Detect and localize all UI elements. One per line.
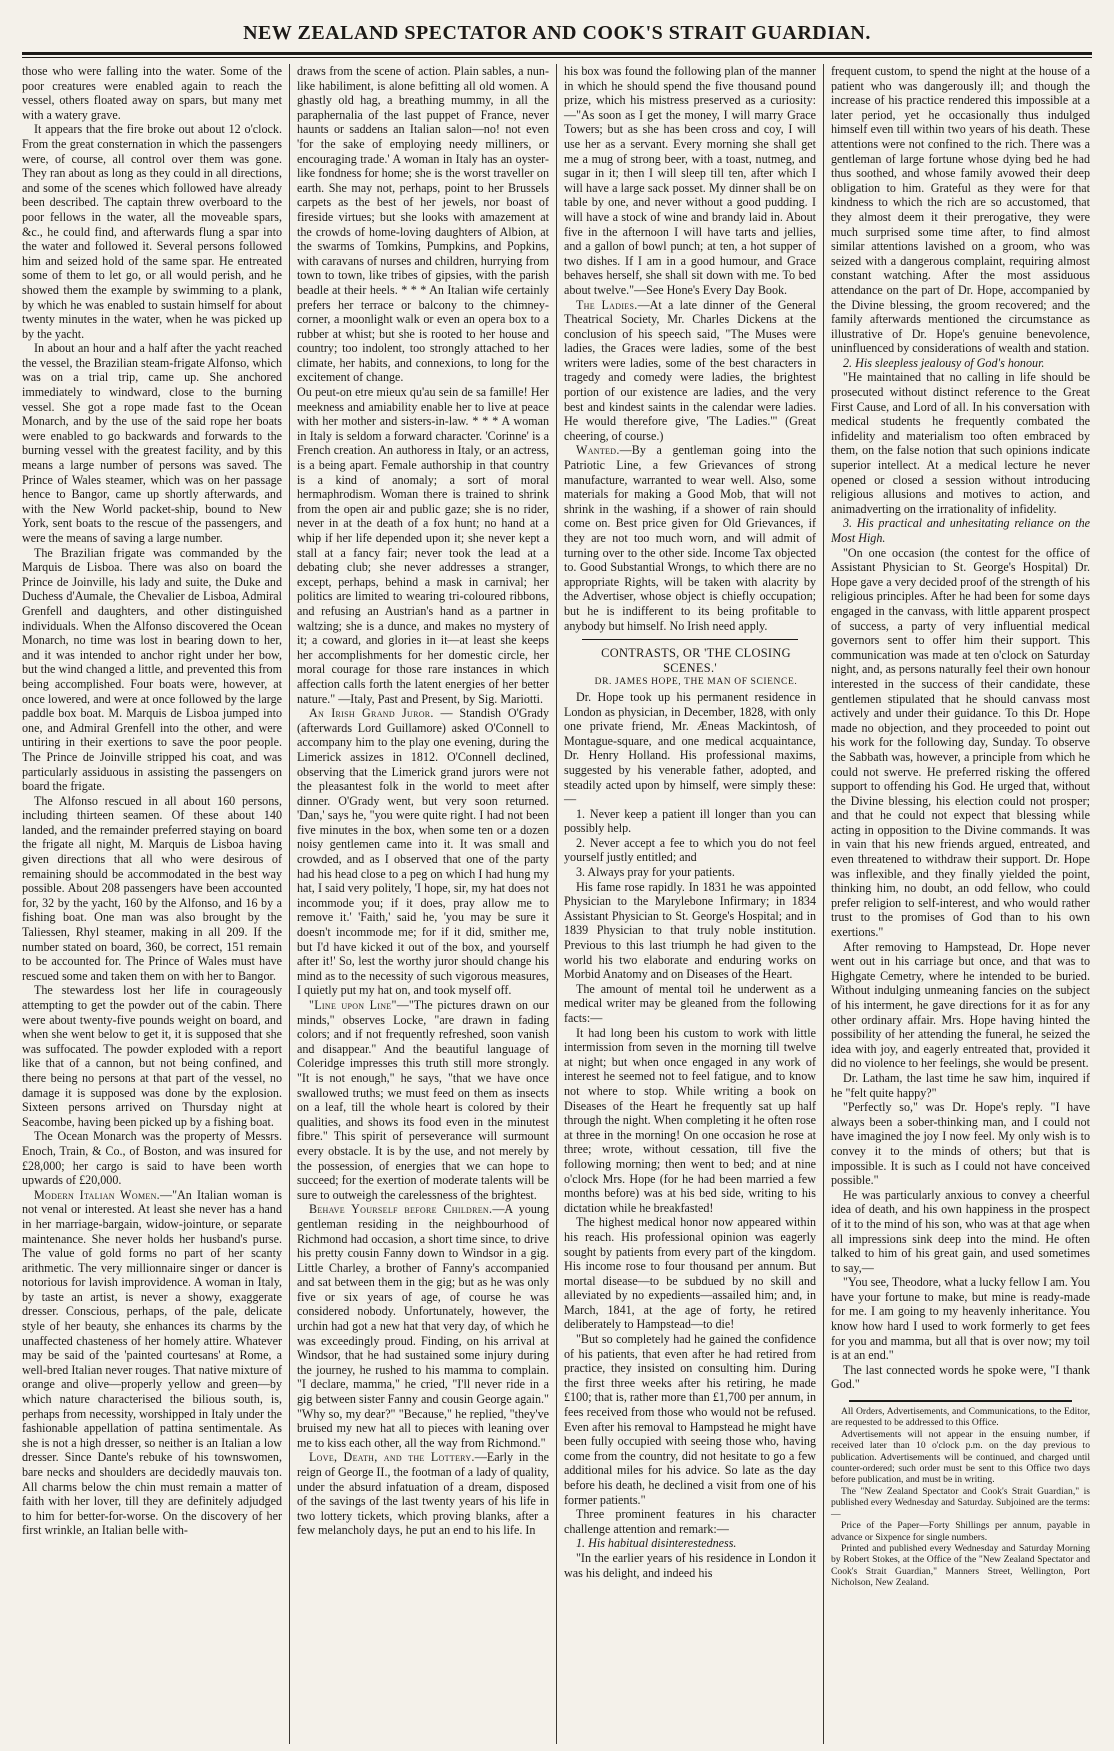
article-text: The last connected words he spoke were, "I thank God."	[831, 1362, 1090, 1392]
article-paragraph	[564, 1551, 816, 1580]
article-paragraph	[831, 1188, 1090, 1276]
article-text: The Alfonso rescued in all about 160 persons, including thirteen seamen. Of these about 140 landed, and the remainder preferred staying on board the frigate all night, M. Marquis de Lisboa having given directions that all who were desirous of remaining should be accommodated in the best way possible. About 208 passengers have been accounted for, 32 by the yacht, 160 by the Alfonso, and 16 by a fishing boat. One man was also brought by the Taliessen, Rhyl steamer, making in all 209. If the number stated on board, 360, be correct, 151 remain to be accounted for. The Prince of Wales must have rescued some and taken them on with her to Bangor.	[22, 793, 282, 983]
section-subtitle: DR. JAMES HOPE, THE MAN OF SCIENCE.	[594, 677, 798, 688]
article-text: —A young gentleman residing in the neighbourhood of Richmond had occasion, a short time since, to drive his pretty cousin Fanny down to Windsor in a gig. Little Charley, a brother of Fanny's accompanied and sat between them in the gig; but as he was only five or six years of age, of course he was considered nobody. Unfortunately, however, the urchin had got a new hat that very day, of which he was exceedingly proud. Finding, on his arrival at Windsor, that he had sustained some injury during the journey, he rushed to his mamma to complain. "I declare, mamma," he cried, "I'll never ride in a gig between sister Fanny and cousin George again." "Why so, my dear?" "Because," he replied, "they've bruised my new hat all to pieces with leaning over me to kiss each other, all the way from Richmond."	[297, 1202, 549, 1450]
article-text: He was particularly anxious to convey a cheerful idea of death, and his own happiness in the prospect of it to the mind of his son, who was at that age when all impressions sink deep into the mind. He often talked to him of his great gain, and used sometimes to say,—	[831, 1187, 1090, 1275]
article-paragraph	[564, 982, 816, 1026]
article-paragraph	[22, 983, 282, 1129]
article-headline: Wanted.	[576, 443, 620, 458]
article-text: those who were falling into the water. Some of the poor creatures were enabled again to reach the vessel, others floated away on spars, but many met with a watery grave.	[22, 64, 282, 122]
article-paragraph	[831, 940, 1090, 1071]
article-paragraph	[297, 998, 549, 1202]
article-paragraph	[831, 1275, 1090, 1363]
article-text: "On one occasion (the contest for the office of Assistant Physician to St. George's Hospital) Dr. Hope gave a very decided proof of the strength of his religious principles. After he had been for some days engaged in the canvass, with little apparent prospect of success, a party of very influential medical governors sent to offer him their support. This communication was made at ten o'clock on Saturday night, and, as persons naturally feel their own honour interested in the success of their candidate, these gentlemen stipulated that he should canvass most actively and under their guidance. To this Dr. Hope made no objection, and they proceeded to point out his work for the following day, Sunday. To observe the Sabbath was, however, a principle from which he could not swerve. He preferred risking the offered support to offending his God. He urged that, without the Divine blessing, his election could not prosper; and that he could not expect that blessing while acting in opposition to the Divine commands. It was in vain that his new friends argued, entreated, and even threatened to withdraw their support. Dr. Hope was inflexible, and they finally yielded the point, thinking him, no doubt, an odd fellow, who could prefer religion to self-interest, and who would rather trust to the promises of God than to his own exertions."	[831, 545, 1090, 940]
article-text: 1. Never keep a patient ill longer than you can possibly help.	[564, 806, 816, 836]
article-paragraph	[564, 807, 816, 836]
article-text: The highest medical honor now appeared within his reach. His professional opinion was eagerly sought by patients from every part of the kingdom. His income rose to four thousand per annum. But mortal disease—to be subdued by no skill and alleviated by no expedients—assailed him; and, in March, 1841, at the age of forty, he retired deliberately to Hampstead—to die!	[564, 1215, 816, 1332]
article-text: —"An Italian woman is not venal or interested. At least she never has a hand in her marriage-bargain, widow-jointure, or separate maintenance. She never holds her husband's purse. The value of gold forms no part of her scanty arithmetic. The very millionnaire singer or dancer is notorious for lavish improvidence. A woman in Italy, by taste an artist, is never a showy, exaggerate dresser. Conscious, perhaps, of the pale, delicate style of her beauty, she enhances its charms by the unaffected chasteness of her homely attire. Whatever may be said of the 'painted courtesans' at Rome, a well-bred Italian never rouges. That native mixture of orange and olive—properly yellow and green—by which nature characterised the bilious south, is, perhaps from necessity, worshipped in Italy under the fashionable appellation of pattina sentimentale. As she is not a high dresser, so neither is an Italian a low dresser. Since Dante's rebuke of his townswomen, bare necks and shoulders are decidedly mauvais ton. All charms below the chin must remain a matter of faith with her lover, till they are definitely adjudged to him for better-for-worse. On the discovery of her first wrinkle, an Italian belle with-	[22, 1187, 282, 1538]
article-paragraph	[564, 880, 816, 982]
article-text: The Ocean Monarch was the property of Messrs. Enoch, Train, & Co., of Boston, and was insured for £28,000; her cargo is said to have been worth upwards of £20,000.	[22, 1129, 282, 1188]
masthead-title: NEW ZEALAND SPECTATOR AND COOK'S STRAIT GUARDIAN.	[243, 22, 871, 44]
article-paragraph	[297, 1202, 549, 1450]
article-text: "He maintained that no calling in life should be prosecuted without distinct reference to the Great First Cause, and Lord of all. In his conversation with medical students he frequently combated the infidelity and materialism too often embraced by them, on the false notion that such opinions indicate superior intellect. At a medical lecture he never opened or closed a session without introducing religious allusions and motives to action, and animadverting on the irrationality of infidelity.	[831, 370, 1090, 516]
article-text: —By a gentleman going into the Patriotic Line, a few Grievances of strong manufacture, warranted to wear well. Also, some materials for making a Good Mob, that will not shrink in the washing, if a shower of rain should come on. Best price given for Old Grievances, if they are not too much worn, and will admit of turning over to the other side. Income Tax objected to. Good Substantial Wrongs, to which there are no appropriate Rights, will be taken with alacrity by the Advertiser, whose object is chiefly occupation; but he is indifferent to its being profitable to anybody but himself. No Irish need apply.	[564, 443, 816, 633]
article-headline: Modern Italian Women.	[34, 1187, 160, 1202]
article-text: It had long been his custom to work with little intermission from seven in the morning till twelve at night; but when once engaged in any work of interest he seemed not to feel fatigue, and to know not where to stop. While writing a book on Diseases of the Heart he frequently sat up half through the night. When completing it he often rose at three in the morning! On one occasion he rose at three; wrote, without cessation, till five the following morning; then went to bed; and at nine o'clock Mrs. Hope (for he had been married a few months before) was at his bed side, writing to his dictation while he breakfasted!	[564, 1025, 816, 1215]
article-paragraph	[564, 865, 816, 880]
column-2	[289, 64, 556, 1744]
article-paragraph	[22, 341, 282, 545]
article-headline: An Irish Grand Juror.	[309, 706, 434, 721]
article-paragraph	[297, 64, 549, 385]
article-text: his box was found the following plan of the manner in which he should spend the five thousand pound prize, which his mistress preserved as a curiosity:—"As soon as I get the money, I will marry Grace Towers; but as she has been cross and coy, I will use her as a servant. Every morning she shall get me a mug of strong beer, with a toast, nutmeg, and sugar in it; then I will sleep till ten, after which I will have a large sack posset. My dinner shall be on table by one, and never without a good pudding. I will have a stock of wine and brandy laid in. About five in the afternoon I will have tarts and jellies, and a gallon of bowl punch; at ten, a hot supper of two dishes. If I am in a good humour, and Grace behaves herself, she shall sit down with me. To bed about twelve."—See Hone's Every Day Book.	[564, 64, 816, 297]
article-text: — Standish O'Grady (afterwards Lord Guillamore) asked O'Connell to accompany him to the play one evening, during the Limerick assizes in 1812. O'Connell declined, observing that the Limerick grand jurors were not the pleasantest folk in the world to meet after dinner. O'Grady went, but very soon returned. 'Dan,' says he, "you were quite right. I had not been five minutes in the box, when some ten or a dozen noisy gentlemen came into it. It was small and crowded, and as I observed that one of the party had his head close to a peg on which I had hung my hat, I said very politely, 'I hope, sir, my hat does not incommode you; if it does, pray allow me to remove it.' 'Faith,' said he, 'you may be sure it doesn't incommode me; for if it did, smither me, but I'd have kicked it out of the box, and yourself after it!' So, lest the worthy juror should change his mind as to the necessity of such vigorous measures, I quietly put my hat on, and took myself off.	[297, 706, 549, 998]
article-paragraph	[564, 1215, 816, 1332]
masthead-rule-thick	[22, 52, 1092, 55]
article-text: The stewardess lost her life in courageously attempting to get the powder out of the cabin. There were about twenty-five pounds weight on board, and when she went below to get it, it is supposed that she was suffocated. The powder exploded with a report like that of a cannon, but not being confined, and there being no persons at that part of the vessel, no damage it is supposed was done by the explosion. Sixteen persons arrived on Thursday night at Seacombe, having been picked up by a fishing boat.	[22, 983, 282, 1129]
numbered-heading: 2. His sleepless jealousy of God's honour.	[843, 355, 1045, 370]
article-text: His fame rose rapidly. In 1831 he was appointed Physician to the Marylebone Infirmary; in 1834 Assistant Physician to St. George's Hospital; and in 1839 Physician to that truly noble institution. Previous to this last triumph he had given to the world his two elaborate and enduring works on Morbid Anatomy and on Diseases of the Heart.	[564, 879, 816, 982]
masthead-rule-thin	[22, 57, 1092, 58]
column-4	[823, 64, 1090, 1744]
article-headline: "Line upon Line"	[309, 998, 397, 1012]
article-text: "In the earlier years of his residence in London it was his delight, and indeed his	[564, 1550, 816, 1580]
article-paragraph	[831, 1363, 1090, 1392]
article-text: draws from the scene of action. Plain sables, a nun-like habiliment, is alone befitting all old women. A ghastly old hag, a breathing mummy, in all the paraphernalia of the last puppet of France, never haunts or saddens an Italian salon—no! not even 'for the sake of employing needy milliners, or encouraging trade.' A woman in Italy has an oyster-like fondness for home; she is the worst traveller on earth. She may not, perhaps, point to her Brussels carpets as the best of her jewels, nor boast of fireside virtues; but she looks with amazement at the crowds of home-loving daughters of Albion, at the swarms of Tomkins, Pumpkins, and Popkins, with caravans of nurses and children, hurrying from town to town, like tribes of gipsies, with the parish beadle at their heels. * * * An Italian wife certainly prefers her terrace or balcony to the chimney-corner, a moonlight walk or even an opera box to a rubber at whist; but she is rooted to her house and country; too indolent, too strongly attached to her climate, her habits, and connexions, to long for the excitement of change.	[297, 64, 549, 385]
article-headline: The Ladies.	[576, 297, 638, 312]
article-text: "Perfectly so," was Dr. Hope's reply. "I have always been a sober-thinking man, and I could not have imagined the joy I now feel. My only wish is to convey it to the minds of others; but that is impossible. It is such as I could not have conceived possible."	[831, 1100, 1090, 1188]
column-1	[22, 64, 289, 1744]
article-paragraph	[564, 1507, 816, 1536]
section-divider	[582, 639, 798, 640]
article-paragraph	[564, 836, 816, 865]
article-text: —"The pictures drawn on our minds," observes Locke, "are drawn in fading colors; and if not frequently refreshed, soon vanish and disappear." And the beautiful language of Coleridge impresses this truth still more strongly. "It is not enough," he says, "that we have once swallowed truths; we must feed on them as insects on a leaf, till the whole heart is colored by their qualities, and shows its food even in the minutest fibre." This spirit of perseverance will surmount every obstacle. It is by the use, and not merely by the possession, of energies that we can hope to succeed; for the exertion of moderate talents will be sure to outweigh the carelessness of the brightest.	[297, 998, 549, 1202]
columns	[22, 64, 1092, 1744]
article-paragraph	[297, 385, 549, 706]
article-paragraph	[564, 690, 816, 807]
imprint-line: Price of the Paper—Forty Shillings per annum, payable in advance or Sixpence for single numbers.	[831, 1520, 1090, 1543]
article-text: Ou peut-on etre mieux qu'au sein de sa famille! Her meekness and amiability enable her to live at peace with her mother and sisters-in-law. * * * A woman in Italy is seldom a forward character. 'Corinne' is a French creation. An authoress in Italy, or an actress, is a being apart. Female authorship in that country is a kind of anomaly; a sort of moral hermaphrodism. Woman there is trained to shrink from the open air and public gaze; she is no rider, never in at the death of a fox hunt; no hand at a whip if her life depended upon it; she never kept a stall at a fancy fair; never took the lead at a debating club; she never addresses a stranger, except, perhaps, behind a mask in carnival; her politics are limited to wearing tri-coloured ribbons, and refusing an Austrian's hand as a partner in waltzing; she is a dunce, and makes no mystery of it; a coward, and glories in it—at least she keeps her accomplishments for her domestic circle, her moral courage for those rare instances in which affection calls forth the latent energies of her better nature." —Italy, Past and Present, by Sig. Mariotti.	[297, 385, 549, 706]
article-text: 2. Never accept a fee to which you do not feel yourself justly entitled; and	[564, 835, 816, 865]
publisher-imprint	[831, 1406, 1090, 1589]
article-paragraph	[564, 64, 816, 298]
article-paragraph	[564, 443, 816, 633]
numbered-heading: 1. His habitual disinterestedness.	[576, 1536, 737, 1551]
article-text: "But so completely had he gained the confidence of his patients, that even after he had retired from practice, they insisted on consulting him. During the first three weeks after his retiring, he made £100; that is, rather more than £1,700 per annum, in fees received from those who would not be refused. Even after his removal to Hampstead he might have been fully occupied with seeing those who, having come from the country, did not hesitate to go a few additional miles for his advice. So late as the day before his death, he declined a visit from one of his former patients."	[564, 1332, 816, 1507]
imprint-line: The "New Zealand Spectator and Cook's Strait Guardian," is published every Wednesday and Saturday. Subjoined are the terms:—	[831, 1485, 1090, 1520]
article-paragraph	[22, 1188, 282, 1538]
article-headline: Behave Yourself before Children.	[309, 1202, 493, 1217]
article-text: In about an hour and a half after the yacht reached the vessel, the Brazilian steam-frigate Alfonso, which was on a trial trip, came up. She anchored immediately to windward, close to the burning vessel. She got a rope made fast to the Ocean Monarch, and by the use of the said rope her boats were enabled to go backwards and forwards to the burning vessel with the greatest facility, and by this means a large number of persons was saved. The Prince of Wales steamer, which was on her passage hence to Bangor, came up shortly afterwards, and with the New World packet-ship, bound to New York, sent boats to the rescue of the passengers, and were the means of saving a large number.	[22, 341, 282, 545]
article-paragraph	[22, 794, 282, 984]
article-paragraph	[831, 1071, 1090, 1100]
article-text: Dr. Hope took up his permanent residence in London as physician, in December, 1828, with only one private friend, Mr. Æneas Mackintosh, of Montague-square, and one medical acquaintance, Dr. Henry Holland. His professional maxims, suggested by his venerable father, adopted, and steadily acted upon by himself, were simply these:—	[564, 689, 816, 807]
article-paragraph	[831, 1100, 1090, 1188]
article-paragraph	[564, 1026, 816, 1216]
numbered-heading: 3. His practical and unhesitating reliance on the Most High.	[831, 516, 1090, 545]
section-title: CONTRASTS, OR 'THE CLOSING SCENES.'	[601, 646, 791, 675]
article-paragraph	[564, 1332, 816, 1507]
article-paragraph	[831, 546, 1090, 940]
article-text: Dr. Latham, the last time he saw him, inquired if he "felt quite happy?"	[831, 1070, 1090, 1100]
article-text: —At a late dinner of the General Theatrical Society, Mr. Charles Dickens at the conclusion of his speech said, "The Muses were ladies, the Graces were ladies, some of the best writers were ladies, some of the best characters in tragedy and comedy were ladies, the brightest portion of our existence are ladies, and the very best and kindest saints in the calendar were ladies. He would therefore give, 'The Ladies.'" (Great cheering, of course.)	[564, 297, 817, 443]
article-paragraph	[297, 706, 549, 998]
article-text: The Brazilian frigate was commanded by the Marquis de Lisboa. There was also on board the Prince de Joinville, his lady and suite, the Duke and Duchess d'Aumale, the Chevalier de Lisboa, Admiral Grenfell and daughters, and other distinguished individuals. When the Alfonso discovered the Ocean Monarch, no time was lost in bearing down to her, and it was intended to anchor right under her bow, but the wind changed a little, and prevented this from being accomplished. Four boats were, however, at once lowered, and were at once followed by the large paddle box boat. M. Marquis de Lisboa jumped into one, and Admiral Grenfell into the other, and were untiring in their exertions to save the poor people. The Prince de Joinville stripped his coat, and was particularly assiduous in assisting the passengers on board the frigate.	[22, 545, 282, 794]
article-text: The amount of mental toil he underwent as a medical writer may be gleaned from the following facts:—	[564, 981, 816, 1025]
article-text: Three prominent features in his character challenge attention and remark:—	[564, 1507, 816, 1536]
article-paragraph	[22, 122, 282, 341]
article-text: "You see, Theodore, what a lucky fellow I am. You have your fortune to make, but mine is ready-made for me. I am going to my heavenly inheritance. You know how hard I used to work formerly to get fees for you and mamma, but all that is over now; my toil is at an end."	[831, 1275, 1090, 1363]
article-paragraph	[297, 1450, 549, 1538]
article-paragraph	[831, 370, 1090, 516]
article-text: —Early in the reign of George II., the footman of a lady of quality, under the absurd infatuation of a dream, disposed of the savings of the last twenty years of his life in two lottery tickets, which proving blanks, after a few melancholy days, he put an end to his life. In	[297, 1450, 550, 1538]
article-paragraph	[22, 546, 282, 794]
article-paragraph	[564, 298, 816, 444]
article-paragraph	[22, 1129, 282, 1187]
article-headline: Love, Death, and the Lottery.	[309, 1450, 475, 1465]
imprint-line: Printed and published every Wednesday and Saturday Morning by Robert Stokes, at the Office of the "New Zealand Spectator and Cook's Strait Guardian," Manners Street, Wellington, Port Nicholson, New Zealand.	[831, 1542, 1090, 1589]
column-3	[556, 64, 823, 1744]
article-text: After removing to Hampstead, Dr. Hope never went out in his carriage but once, and that was to Highgate Cemetry, where he intended to be buried. Without indulging unmeaning fancies on the subject of his interment, he gave directions for it as for any other ordinary affair. Mrs. Hope having hinted the possibility of her attending the funeral, he seized the idea with joy, and eagerly entreated that, provided it did no violence to her feelings, she would be present.	[831, 939, 1090, 1071]
article-text: 3. Always pray for your patients.	[576, 865, 735, 880]
article-text: It appears that the fire broke out about 12 o'clock. From the great consternation in which the passengers were, of course, all control over them was gone. They ran about as long as they could in all directions, and some of the scenes which followed have already been described. The captain threw overboard to the poor fellows in the water, all the moveable spars, &c., he could find, and afterwards flung a spar into the water and followed it. Several persons followed him and seized hold of the same spar. He entreated some of them to let go, or all would perish, and he showed them the example by swimming to a plank, by which he was enabled to sustain himself for about twenty minutes in the water, when he was picked up by the yacht.	[22, 122, 282, 341]
imprint-divider	[849, 1400, 1072, 1402]
imprint-line: Advertisements will not appear in the ensuing number, if received later than 10 o'clock p.m. on the day previous to publication. Advertisements will be continued, and charged until counter-ordered; such order must be sent to this Office two days before publication, and must be in writing.	[831, 1428, 1090, 1486]
article-paragraph	[22, 64, 282, 122]
article-paragraph	[831, 64, 1090, 356]
article-text: frequent custom, to spend the night at the house of a patient who was dangerously ill; and though the increase of his practice rendered this impossible at a later period, yet he occasionally thus indulged himself even till within two years of his death. These attentions were not confined to the rich. There was a gentleman of large fortune whose dying bed he had thus soothed, and whose family avowed their deep obligation to him. Grateful as they were for that kindness to which the rich are so accustomed, that they almost deem it their prerogative, they were much surprised some time after, to find almost similar attentions lavished on a groom, who was seized with a dangerous complaint, requiring almost constant watching. After the most assiduous attendance on the part of Dr. Hope, accompanied by the Divine blessing, the groom recovered; and the family afterwards mentioned the circumstance as illustrative of Dr. Hope's genuine benevolence, uninfluenced by considerations of wealth and station.	[831, 64, 1090, 356]
imprint-line: All Orders, Advertisements, and Communications, to the Editor, are requested to be addressed to this Office.	[831, 1406, 1090, 1429]
